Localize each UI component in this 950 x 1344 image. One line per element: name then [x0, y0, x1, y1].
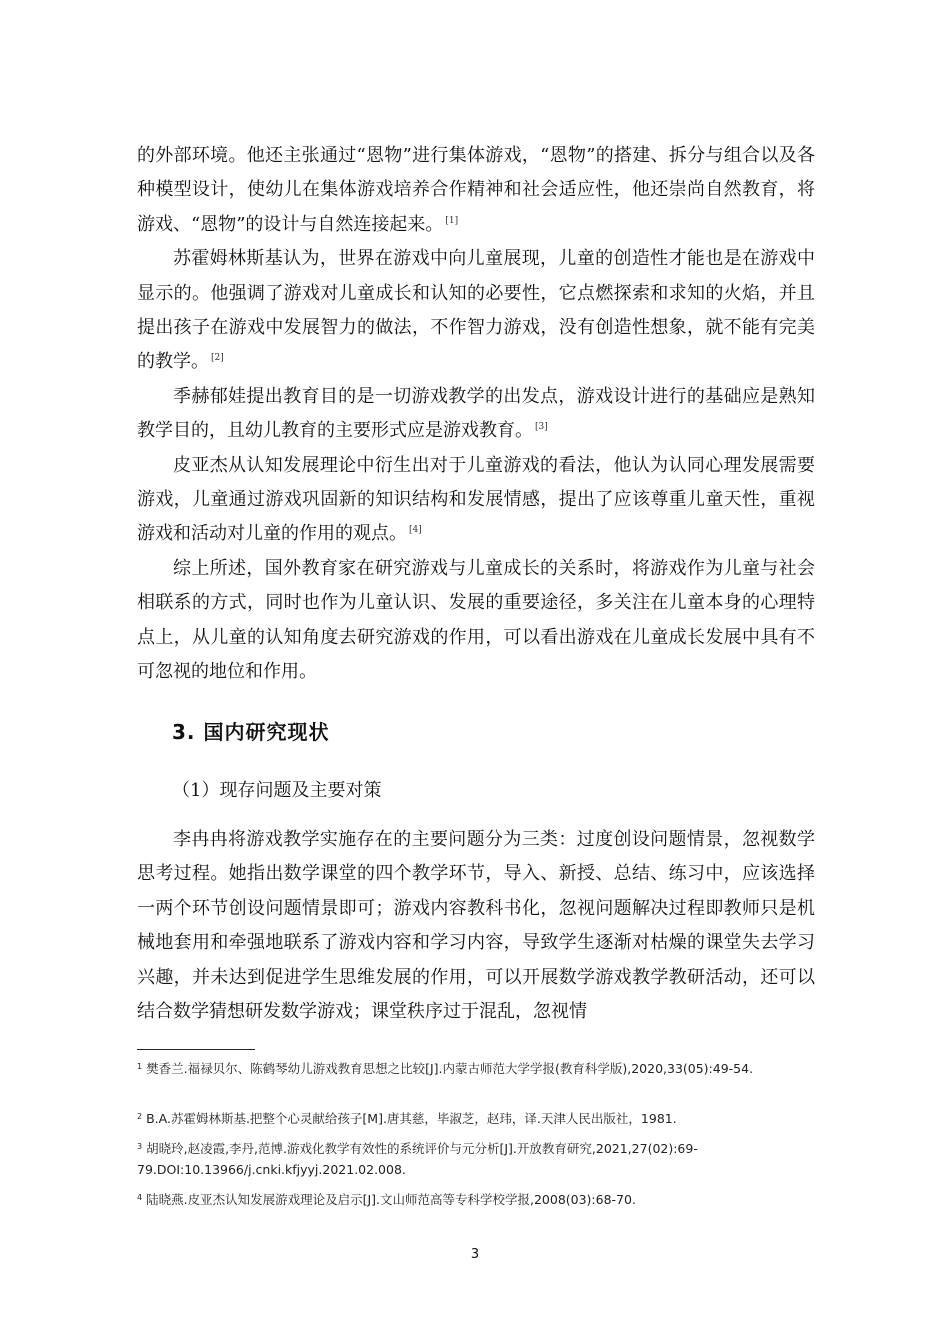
footnote-text: B.A.苏霍姆林斯基.把整个心灵献给孩子[M].唐其慈，毕淑芝，赵玮，译.天津人民出版社，1981.	[146, 1111, 677, 1126]
paragraph-sukhomlinsky	[137, 242, 815, 380]
citation-ref[interactable]: [1]	[445, 215, 459, 226]
footnote-mark: 2	[137, 1112, 143, 1121]
footnote-separator	[137, 1049, 255, 1050]
body-block-foreign-research	[137, 139, 815, 690]
paragraph-piaget	[137, 449, 815, 552]
paragraph-text: 综上所述，国外教育家在研究游戏与儿童成长的关系时，将游戏作为儿童与社会相联系的方式，同时也作为儿童认识、发展的重要途径，多关注在儿童本身的心理特点上，从儿童的认知角度去研究游戏的作用，可以看出游戏在儿童成长发展中具有不可忽视的地位和作用。	[137, 557, 815, 683]
footnote-text: 陆晓燕.皮亚杰认知发展游戏理论及启示[J].文山师范高等专科学校学报,2008(03):68-70.	[146, 1192, 636, 1207]
footnote-mark: 3	[137, 1142, 143, 1151]
section-heading: 3. 国内研究现状	[172, 720, 330, 744]
footnote-3	[137, 1138, 817, 1180]
citation-ref[interactable]: [3]	[535, 422, 548, 433]
paragraph-text: 的外部环境。他还主张通过“恩物”进行集体游戏，“恩物”的搭建、拆分与组合以及各种模型设计，使幼儿在集体游戏培养合作精神和社会适应性，他还崇尚自然教育，将游戏、“恩物”的设计与自然连接起来。	[137, 145, 815, 235]
paragraph-froebel	[137, 139, 815, 242]
paragraph-text: 皮亚杰从认知发展理论中衍生出对于儿童游戏的看法，他认为认同心理发展需要游戏，儿童通过游戏巩固新的知识结构和发展情感，提出了应该尊重儿童天性，重视游戏和活动对儿童的作用的观点。	[137, 454, 815, 545]
body-block-domestic-research	[137, 823, 815, 1029]
citation-ref[interactable]: [2]	[211, 353, 224, 364]
footnote-text: 胡晓玲,赵凌霞,李丹,范博.游戏化教学有效性的系统评价与元分析[J].开放教育研究,2021,27(02):69-79.DOI:10.13966/j.cnki.kfjyyj.2021.02.008.	[137, 1141, 698, 1177]
footnote-2	[137, 1108, 817, 1129]
paragraph-text: 季赫郁娃提出教育目的是一切游戏教学的出发点，游戏设计进行的基础应是熟知教学目的，且幼儿教育的主要形式应是游戏教育。	[137, 385, 815, 442]
paragraph-text: 苏霍姆林斯基认为，世界在游戏中向儿童展现，儿童的创造性才能也是在游戏中显示的。他强调了游戏对儿童成长和认知的必要性，它点燃探索和求知的火焰，并且提出孩子在游戏中发展智力的做法，不作智力游戏，没有创造性想象，就不能有完美的教学。	[137, 248, 815, 373]
footnote-mark: 4	[137, 1193, 143, 1202]
paragraph-text: 李冉冉将游戏教学实施存在的主要问题分为三类：过度创设问题情景，忽视数学思考过程。她指出数学课堂的四个教学环节，导入、新授、总结、练习中，应该选择一两个环节创设问题情景即可；游戏内容教科书化，忽视问题解决过程即教师只是机械地套用和牵强地联系了游戏内容和学习内容，导致学生逐渐对枯燥的课堂失去学习兴趣，并未达到促进学生思维发展的作用，可以开展数学游戏教学教研活动，还可以结合数学猜想研发数学游戏；课堂秩序过于混乱，忽视情	[137, 829, 815, 1023]
footnote-4	[137, 1189, 817, 1210]
paragraph-summary	[137, 552, 815, 690]
citation-ref[interactable]: [4]	[409, 525, 422, 536]
footnote-text: 樊香兰.福禄贝尔、陈鹤琴幼儿游戏教育思想之比较[J].内蒙古师范大学学报(教育科学版),2020,33(05):49-54.	[146, 1061, 754, 1076]
paragraph-li-ranran	[137, 823, 815, 1029]
subsection-heading: （1）现存问题及主要对策	[172, 780, 382, 801]
paragraph-tikheeva	[137, 380, 815, 449]
footnote-1	[137, 1058, 817, 1079]
page-number: 3	[470, 1247, 480, 1262]
footnote-mark: 1	[137, 1062, 143, 1071]
